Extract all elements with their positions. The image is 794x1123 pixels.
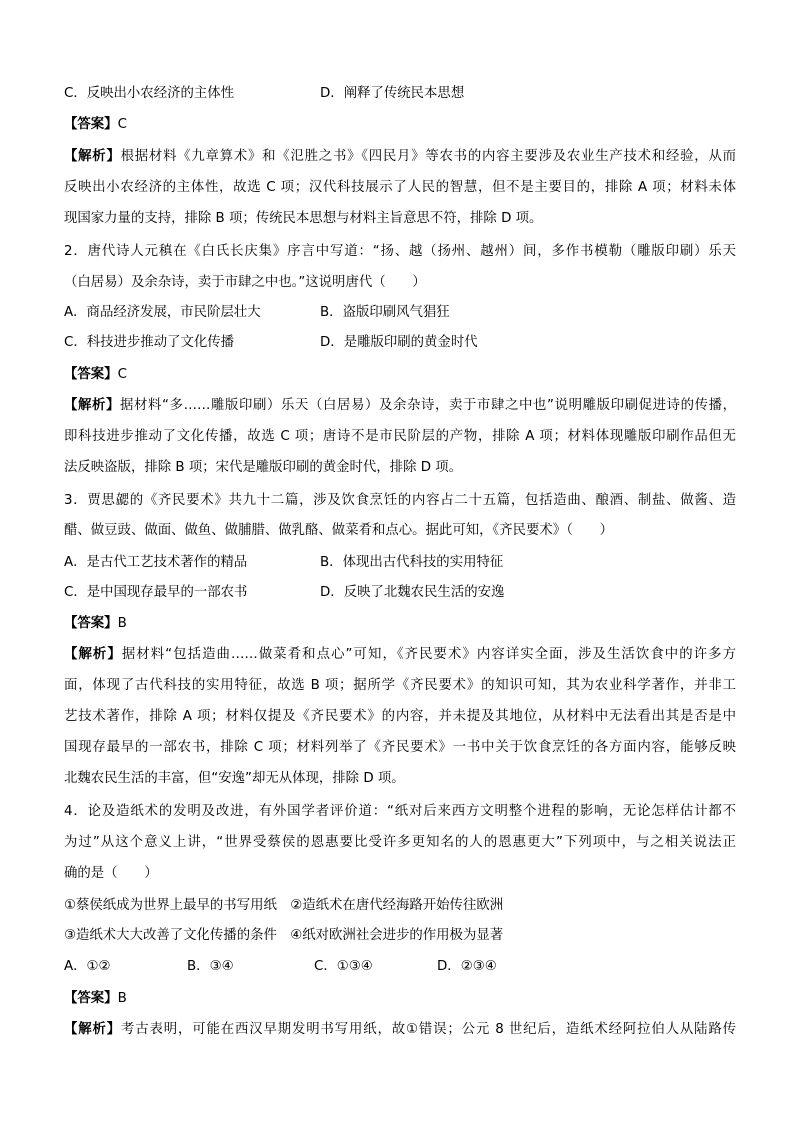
analysis-label: 【解析】 — [64, 149, 121, 164]
q4-stem-line-3: 确的是（ ） — [64, 866, 158, 881]
q2-option-b: B．盗版印刷风气猖狂 — [320, 305, 450, 320]
q3-option-c: C．是中国现存最早的一部农书 — [64, 585, 248, 600]
answer-label: 【答案】 — [64, 117, 118, 132]
q2-analysis-line-1 — [64, 396, 736, 416]
q4-analysis-line-1 — [64, 1020, 736, 1040]
q3-analysis-line-5: 北魏农民生活的丰富，但“安逸”却无从体现，排除 D 项。 — [64, 771, 405, 786]
q3-analysis-line-1 — [64, 645, 736, 665]
q4-answer — [64, 989, 736, 1009]
q3-option-d: D．反映了北魏农民生活的安逸 — [320, 585, 505, 600]
q1-option-d: D．阐释了传统民本思想 — [320, 86, 465, 101]
q3-analysis-line-2: 面，体现了古代科技的实用特征，故选 B 项；据所学《齐民要术》的知识可知，其为农业科学著作，并非工 — [64, 678, 736, 693]
q2-answer — [64, 365, 736, 385]
q2-option-d: D．是雕版印刷的黄金时代 — [320, 335, 478, 350]
q3-analysis-line-3: 艺技术著作，排除 A 项；材料仅提及《齐民要术》的内容，并未提及其地位，从材料中无法看出其是否是中 — [64, 709, 736, 724]
analysis-text: 据材料“多……雕版印刷）乐天（白居易）及余杂诗，卖于市肆之中也”说明雕版印刷促进诗的传播， — [120, 398, 737, 413]
answer-value: B — [117, 616, 127, 631]
q3-stem-line-2: 醋、做豆豉、做面、做鱼、做脯腊、做乳酪、做菜肴和点心。据此可知，《齐民要术》（ ） — [64, 523, 614, 538]
q4-option-a: A．①② — [64, 959, 111, 974]
answer-label: 【答案】 — [64, 991, 118, 1006]
q4-option-d: D．②③④ — [437, 959, 497, 974]
answer-label: 【答案】 — [64, 616, 118, 631]
analysis-label: 【解析】 — [64, 1022, 121, 1037]
q1-option-c: C．反映出小农经济的主体性 — [64, 86, 235, 101]
q1-analysis-line-1 — [64, 147, 736, 167]
q2-stem-line-1: 2．唐代诗人元稹在《白氏长庆集》序言中写道：“扬、越（扬州、越州）间，多作书模勒（雕版印刷）乐天 — [64, 244, 736, 259]
q1-answer — [64, 115, 736, 135]
q4-option-c: C．①③④ — [314, 959, 373, 974]
q3-option-b: B．体现出古代科技的实用特征 — [320, 555, 504, 570]
q3-option-a: A．是古代工艺技术著作的精品 — [64, 555, 248, 570]
answer-label: 【答案】 — [64, 367, 118, 382]
q4-statements-line-1: ①蔡侯纸成为世界上最早的书写用纸 ②造纸术在唐代经海路开始传往欧洲 — [64, 898, 504, 913]
q4-option-b: B．③④ — [187, 959, 234, 974]
q1-analysis-line-2: 反映出小农经济的主体性，故选 C 项；汉代科技展示了人民的智慧，但不是主要目的，排除 A 项；材料未体 — [64, 180, 736, 195]
q3-analysis-line-4: 国现存最早的一部农书，排除 C 项；材料列举了《齐民要术》一书中关于饮食烹饪的各方面内容，能够反映 — [64, 740, 736, 755]
q3-answer — [64, 614, 736, 634]
q2-analysis-line-2: 即科技进步推动了文化传播，故选 C 项；唐诗不是市民阶层的产物，排除 A 项；材料体现雕版印刷作品但无 — [64, 429, 736, 444]
analysis-text: 根据材料《九章算术》和《氾胜之书》《四民月》等农书的内容主要涉及农业生产技术和经验，从而 — [120, 149, 737, 164]
q4-stem-line-2: 为过”从这个意义上讲，“世界受蔡侯的恩惠要比受许多更知名的人的恩惠更大”下列项中，与之相关说法正 — [64, 835, 736, 850]
q1-analysis-line-3: 现国家力量的支持，排除 B 项；传统民本思想与材料主旨意思不符，排除 D 项。 — [64, 211, 543, 226]
q2-option-c: C．科技进步推动了文化传播 — [64, 335, 235, 350]
analysis-label: 【解析】 — [64, 647, 122, 662]
analysis-text: 据材料“包括造曲……做菜肴和点心”可知，《齐民要术》内容详实全面，涉及生活饮食中的许多方 — [121, 647, 737, 662]
q4-stem-line-1: 4．论及造纸术的发明及改进，有外国学者评价道：“纸对后来西方文明整个进程的影响，无论怎样估计都不 — [64, 804, 736, 819]
analysis-text: 考古表明，可能在西汉早期发明书写用纸，故①错误；公元 8 世纪后，造纸术经阿拉伯人从陆路传 — [121, 1022, 736, 1037]
answer-value: B — [117, 991, 127, 1006]
q2-option-a: A．商品经济发展，市民阶层壮大 — [64, 305, 261, 320]
q2-analysis-line-3: 法反映盗版，排除 B 项；宋代是雕版印刷的黄金时代，排除 D 项。 — [64, 460, 463, 475]
q2-stem-line-2: （白居易）及余杂诗，卖于市肆之中也。”这说明唐代（ ） — [64, 275, 426, 290]
analysis-label: 【解析】 — [64, 398, 121, 413]
q4-statements-line-2: ③造纸术大大改善了文化传播的条件 ④纸对欧洲社会进步的作用极为显著 — [64, 928, 504, 943]
q3-stem-line-1: 3．贾思勰的《齐民要术》共九十二篇，涉及饮食烹饪的内容占二十五篇，包括造曲、酿酒、制盐、做酱、造 — [64, 493, 736, 508]
answer-value: C — [117, 117, 127, 132]
answer-value: C — [117, 367, 127, 382]
